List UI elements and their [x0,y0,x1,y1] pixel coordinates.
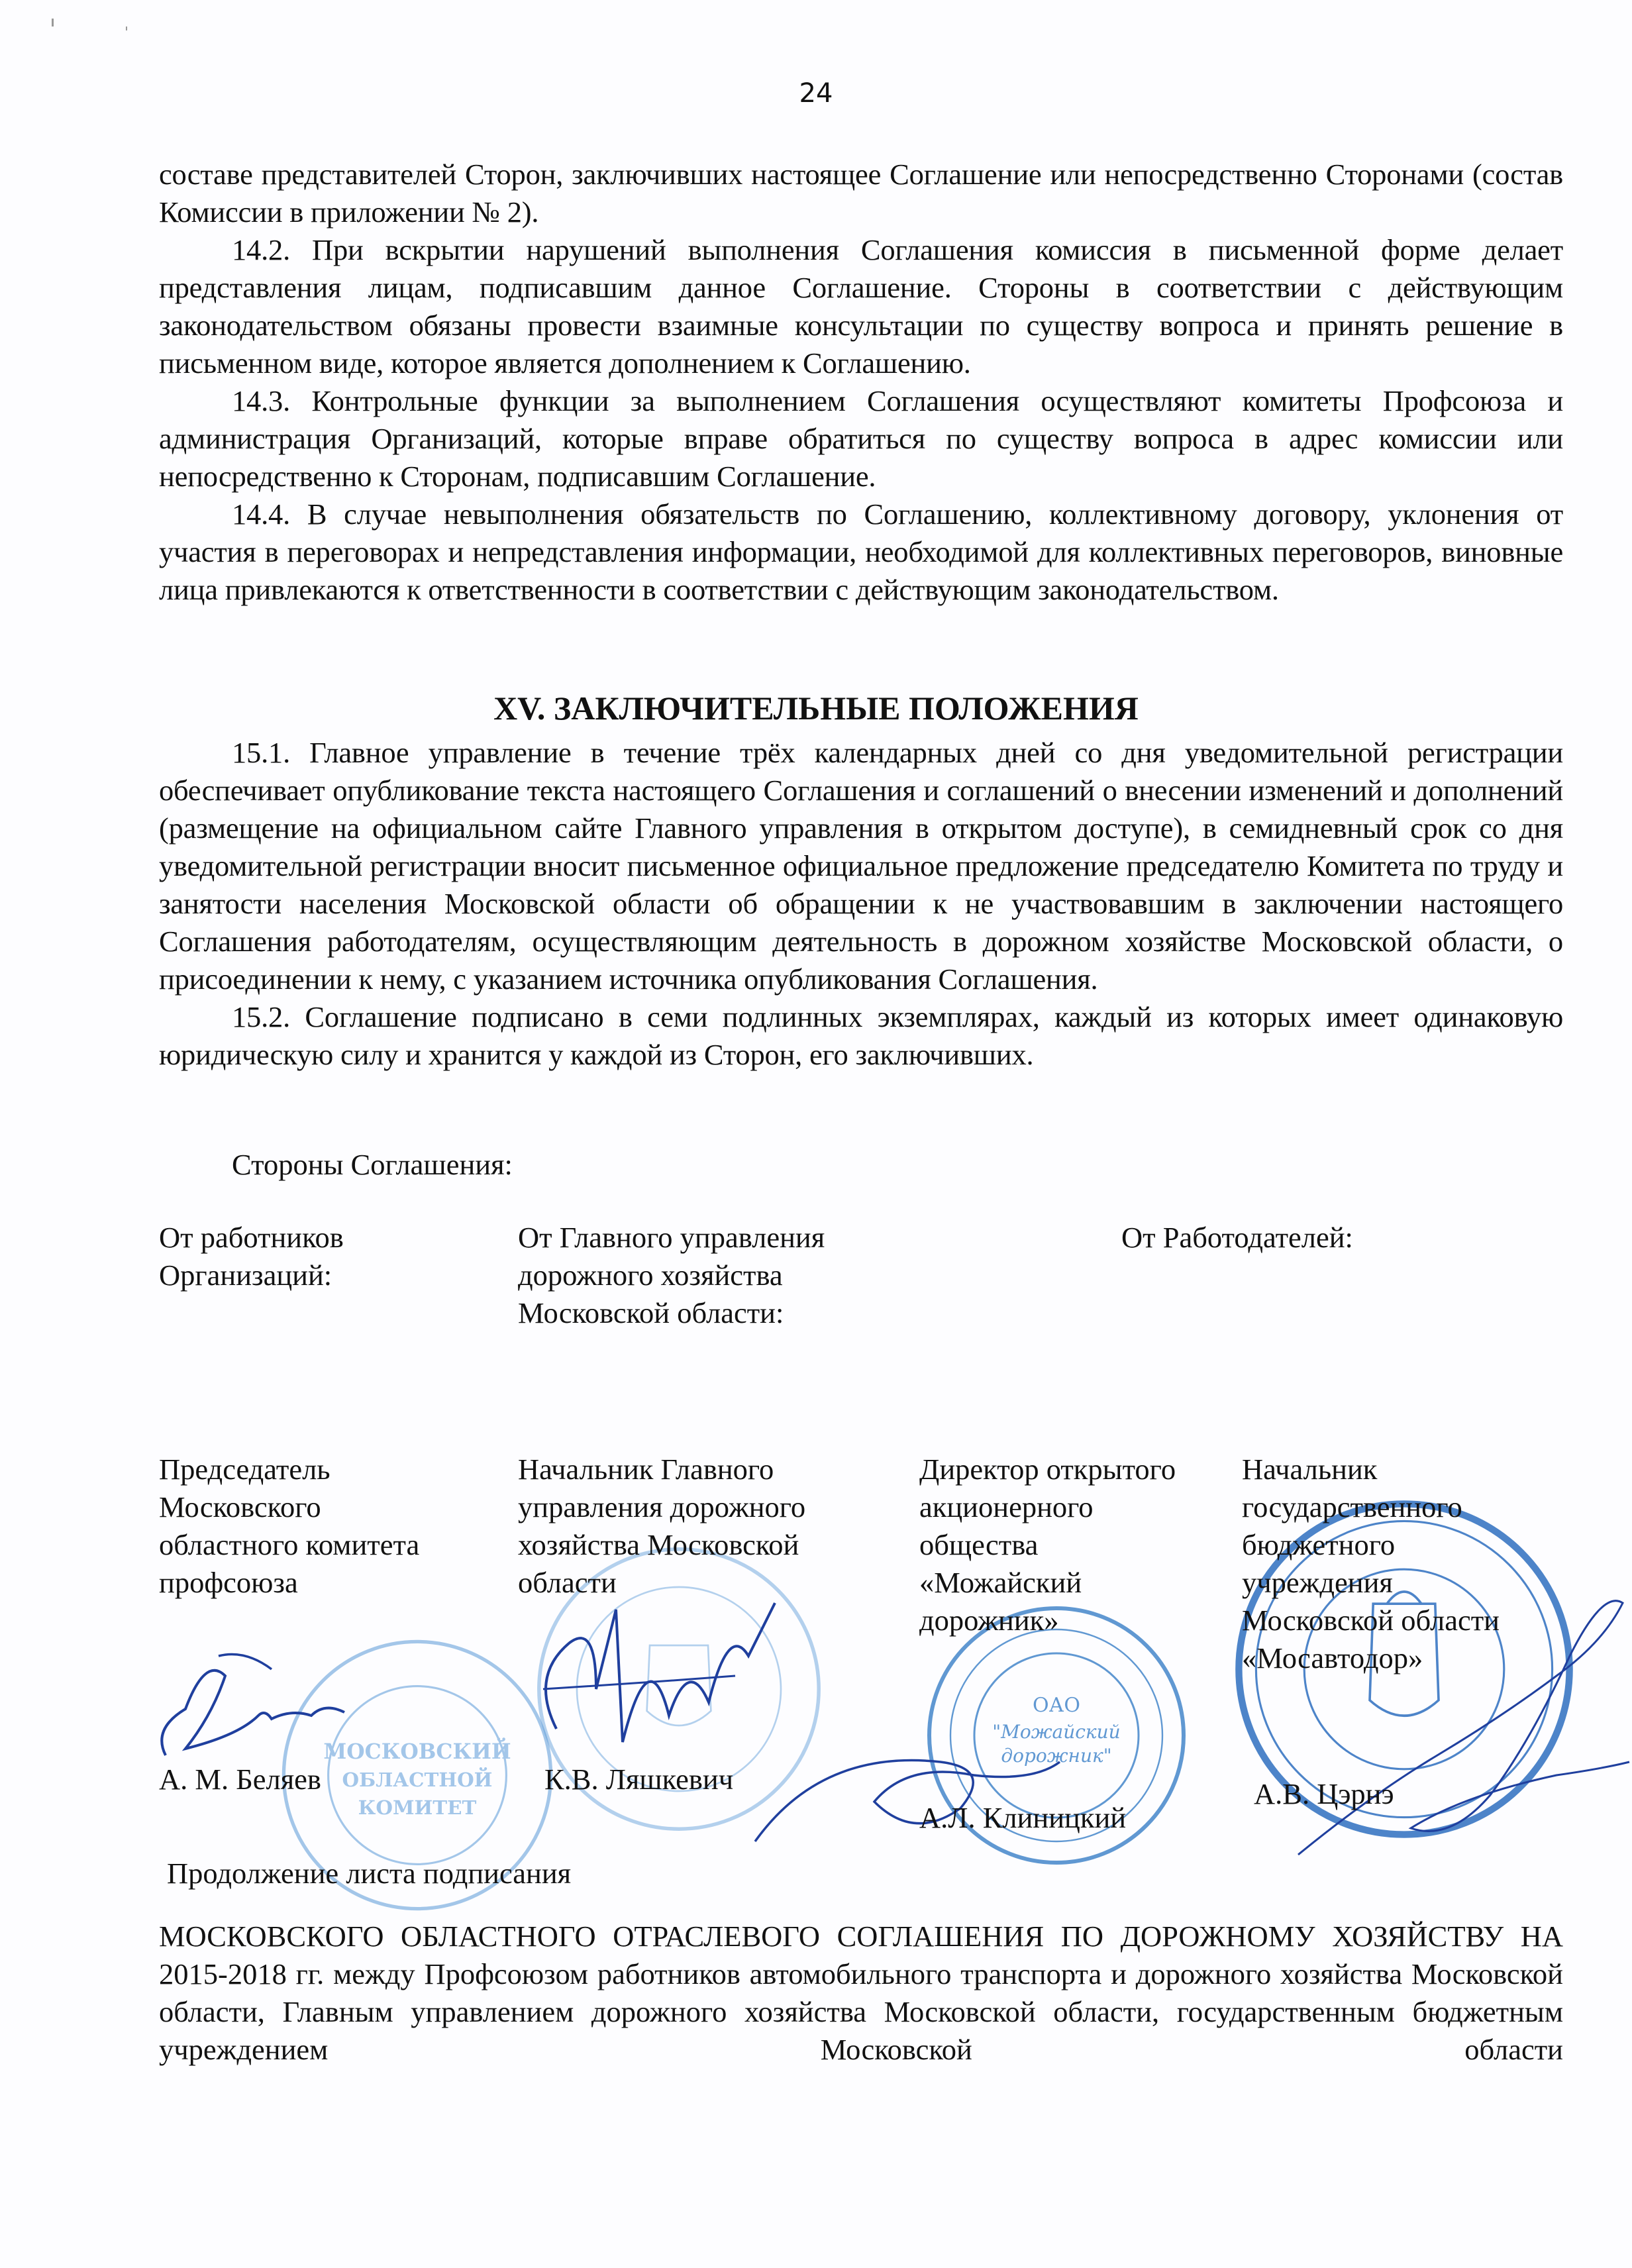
text-line: областного комитета [159,1528,420,1561]
section-heading: XV. ЗАКЛЮЧИТЕЛЬНЫЕ ПОЛОЖЕНИЯ [493,690,1139,727]
text-line: области [518,1566,617,1599]
scan-artifact [52,19,54,26]
stamp-center-line: КОМИТЕТ [358,1795,477,1819]
text-line: «Мосавтодор» [1242,1641,1423,1675]
text-line: общества [919,1528,1039,1561]
text-line: Московского [159,1490,321,1523]
text-line: Председатель [159,1453,331,1486]
para-14-3: 14.3. Контрольные функции за выполнением Соглашения осуществляют комитеты Профсоюза и администрация Организаций, которые вправе обратиться по существу вопроса в адрес комиссии или непосредственно к Сторонам, подписавшим Соглашение. [159,384,1563,493]
stamp-center-line: ОАО [1033,1694,1080,1717]
para-15-2: 15.2. Соглашение подписано в семи подлинных экземплярах, каждый из которых имеет одинаковую юридическую силу и хранится у каждой из Сторон, его заключивших. [159,1000,1563,1071]
stamp-center-line: "Можайский [992,1721,1121,1743]
para-14-4: 14.4. В случае невыполнения обязательств по Соглашению, коллективному договору, уклонения от участия в переговорах и непредставления информации, необходимой для коллективных переговоров, виновные лица привлекаются к ответственности в соответствии с действующим законодательством. [159,497,1563,606]
signatory-name-klinitsky: А.Л. Клиницкий [919,1801,1127,1834]
text-line: бюджетного [1242,1528,1396,1561]
text-line: управления дорожного [518,1490,806,1523]
signatory-name-tserne: А.В. Цэрнэ [1254,1777,1394,1810]
text-line: учреждения [1242,1566,1393,1599]
text-line: Московской области: [518,1296,784,1329]
text-line: профсоюза [159,1566,298,1599]
text-line: государственного [1242,1490,1462,1523]
continuation-label: Продолжение листа подписания [167,1857,572,1890]
text-line: акционерного [919,1490,1094,1523]
stamp-center-line: дорожник" [1001,1745,1112,1767]
text-line: От Работодателей: [1121,1221,1353,1254]
page-number: 24 [799,78,833,109]
signatory-title-directorate [518,1451,805,1602]
stamp-center-line: ОБЛАСТНОЙ [342,1767,493,1791]
party-header-workers [159,1219,344,1294]
text-line: Организаций: [159,1259,332,1292]
para-14-2: 14.2. При вскрытии нарушений выполнения Соглашения комиссия в письменной форме делает представления лицам, подписавшим данное Соглашение. Стороны в соответствии с действующим законодательством обязаны провести взаимные консультации по существу вопроса и принять решение в письменном виде, которое является дополнением к Соглашению. [159,233,1563,380]
text-line: Начальник Главного [518,1453,774,1486]
signatory-name-belyaev: А. М. Беляев [159,1763,321,1796]
text-line: Начальник [1242,1453,1378,1486]
para-15-1: 15.1. Главное управление в течение трёх календарных дней со дня уведомительной регистрации обеспечивает опубликование текста настоящего Соглашения и соглашений о внесении изменений и дополнений (размещение на официальном сайте Главного управления в открытом доступе), в семидневный срок со дня уведомительной регистрации вносит письменное официальное предложение председателю Комитета по труду и занятости населения Московской области об обращении к не участвовавшим в заключении настоящего Соглашения работодателям, осуществляющим деятельность в дорожном хозяйстве Московской области, о присоединении к нему, с указанием источника опубликования Соглашения. [159,736,1563,996]
section-15-text [159,734,1563,1074]
signatory-title-mosavtodor [1242,1451,1500,1677]
party-header-employers [1121,1219,1353,1257]
text-line: дорожного хозяйства [518,1259,783,1292]
party-header-main-directorate [518,1219,825,1332]
text-line: Московской области [1242,1604,1500,1637]
signatory-title-union [159,1451,419,1602]
signatory-name-lyashkevich: К.В. Ляшкевич [544,1763,734,1796]
text-line: хозяйства Московской [518,1528,799,1561]
text-line: дорожник» [919,1604,1059,1637]
text-line: «Можайский [919,1566,1082,1599]
para-14-1-tail: составе представителей Сторон, заключивших настоящее Соглашение или непосредственно Сторонами (состав Комиссии в приложении № 2). [159,158,1563,229]
coat-of-arms-icon [647,1645,711,1726]
continuation-text: МОСКОВСКОГО ОБЛАСТНОГО ОТРАСЛЕВОГО СОГЛАШЕНИЯ ПО ДОРОЖНОМУ ХОЗЯЙСТВУ НА 2015-2018 гг. между Профсоюзом работников автомобильного транспорта и дорожного хозяйства Московской области, Главным управлением дорожного хозяйства Московской области, государственным бюджетным учреждением Московской области [159,1920,1563,2066]
stamp-ring-inner [329,1686,507,1865]
parties-label: Стороны Соглашения: [232,1148,513,1181]
text-line: От работников [159,1221,344,1254]
scan-artifact [126,26,127,30]
signatory-title-mozhaisky [919,1451,1176,1639]
text-line: Директор открытого [919,1453,1176,1486]
stamp-center-line: МОСКОВСКИЙ [323,1739,511,1764]
section-14-text [159,156,1563,609]
text-line: От Главного управления [518,1221,825,1254]
